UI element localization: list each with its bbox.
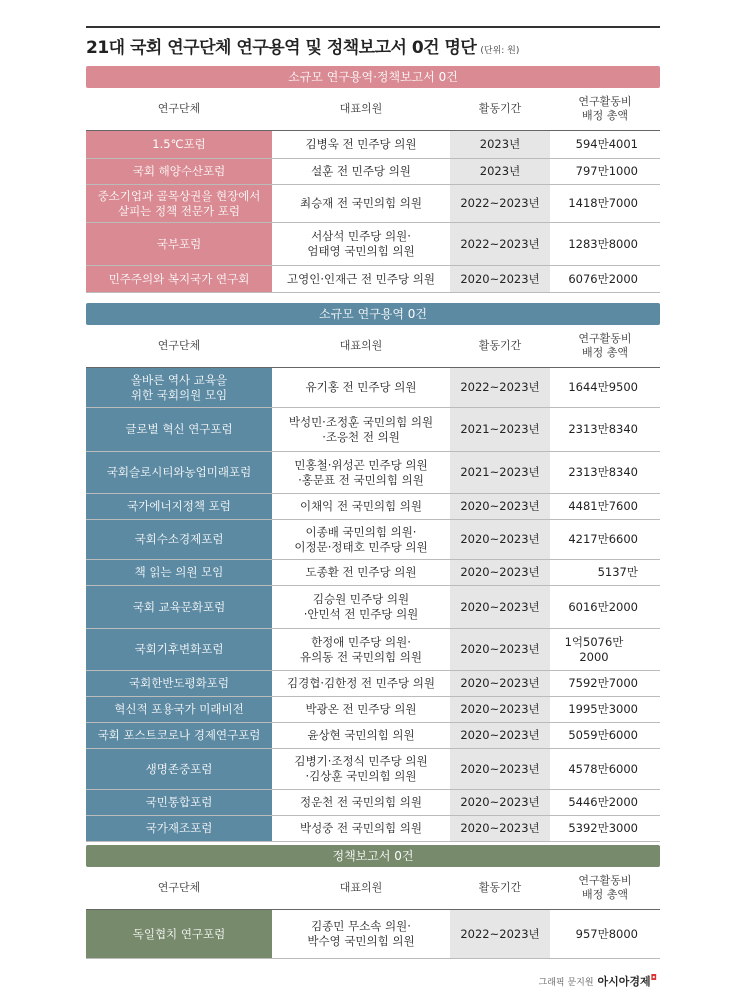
period-cell: 2022~2023년 bbox=[450, 185, 550, 222]
representative-cell: 도종환 전 민주당 의원 bbox=[305, 565, 417, 579]
section-heading: 소규모 연구용역·정책보고서 0건 bbox=[86, 66, 660, 88]
group-name-cell: 국가에너지정책 포럼 bbox=[86, 494, 272, 519]
period-cell: 2020~2023년 bbox=[450, 629, 550, 670]
table-row bbox=[86, 159, 660, 185]
group-name-cell: 국회슬로시티와농업미래포럼 bbox=[86, 452, 272, 493]
table-row bbox=[86, 910, 660, 959]
table-row bbox=[86, 520, 660, 560]
budget-cell: 5059만6000 bbox=[568, 728, 638, 742]
period-cell: 2020~2023년 bbox=[450, 560, 550, 585]
period-cell: 2020~2023년 bbox=[450, 697, 550, 722]
table-row bbox=[86, 368, 660, 408]
representative-cell: 박성민·조정훈 국민의힘 의원 ·조응천 전 의원 bbox=[288, 414, 434, 444]
period-cell: 2020~2023년 bbox=[450, 723, 550, 748]
representative-cell: 이채익 전 국민의힘 의원 bbox=[299, 499, 423, 513]
period-cell: 2020~2023년 bbox=[450, 816, 550, 841]
budget-cell: 1283만8000 bbox=[568, 236, 638, 251]
section-heading: 정책보고서 0건 bbox=[86, 845, 660, 867]
table-row bbox=[86, 790, 660, 816]
representative-cell: 정운천 전 국민의힘 의원 bbox=[299, 795, 423, 809]
group-name-cell: 국민통합포럼 bbox=[86, 790, 272, 815]
period-cell: 2021~2023년 bbox=[450, 452, 550, 493]
top-rule bbox=[86, 26, 660, 28]
budget-cell: 797만1000 bbox=[575, 164, 638, 178]
column-header-row bbox=[86, 88, 660, 131]
group-name-cell: 국회 교육문화포럼 bbox=[86, 586, 272, 628]
section-1 bbox=[86, 66, 660, 293]
representative-cell: 서삼석 민주당 의원· 엄태영 국민의힘 의원 bbox=[307, 229, 415, 258]
table-row bbox=[86, 586, 660, 629]
group-name-cell: 국부포럼 bbox=[86, 223, 272, 265]
representative-cell: 민홍철·위성곤 민주당 의원 ·홍문표 전 국민의힘 의원 bbox=[294, 457, 428, 487]
budget-cell: 7592만7000 bbox=[568, 676, 638, 690]
period-cell: 2021~2023년 bbox=[450, 408, 550, 451]
table-row bbox=[86, 816, 660, 842]
table-row bbox=[86, 671, 660, 697]
column-header-row bbox=[86, 325, 660, 368]
col-header-group: 연구단체 bbox=[157, 102, 201, 115]
budget-cell: 2313만8340 bbox=[568, 465, 638, 479]
table-row bbox=[86, 452, 660, 494]
col-header-rep: 대표의원 bbox=[339, 339, 383, 352]
group-name-cell: 국회한반도평화포럼 bbox=[86, 671, 272, 696]
period-cell: 2023년 bbox=[450, 159, 550, 184]
col-header-rep: 대표의원 bbox=[339, 881, 383, 894]
budget-cell: 2313만8340 bbox=[568, 422, 638, 436]
period-cell: 2020~2023년 bbox=[450, 266, 550, 292]
representative-cell: 박성중 전 국민의힘 의원 bbox=[299, 821, 423, 835]
section-heading: 소규모 연구용역 0건 bbox=[86, 303, 660, 325]
group-name-cell: 책 읽는 의원 모임 bbox=[86, 560, 272, 585]
col-header-rep: 대표의원 bbox=[339, 102, 383, 115]
publisher-logo: 아시아경제 bbox=[597, 975, 651, 988]
budget-cell: 4578만6000 bbox=[568, 761, 638, 776]
table-row bbox=[86, 697, 660, 723]
col-header-amount: 연구활동비 배정 총액 bbox=[578, 95, 632, 122]
col-header-period: 활동기간 bbox=[478, 102, 522, 115]
unit-note: (단위: 원) bbox=[480, 46, 520, 56]
representative-cell: 최승재 전 국민의힘 의원 bbox=[299, 196, 423, 210]
group-name-cell: 글로벌 혁신 연구포럼 bbox=[86, 408, 272, 451]
table-row bbox=[86, 408, 660, 452]
representative-cell: 박광온 전 민주당 의원 bbox=[305, 702, 417, 716]
representative-cell: 김종민 무소속 의원· 박수영 국민의힘 의원 bbox=[307, 919, 415, 948]
page-title bbox=[86, 33, 519, 58]
section-2 bbox=[86, 303, 660, 842]
group-name-cell: 생명존중포럼 bbox=[86, 749, 272, 789]
representative-cell: 유기홍 전 민주당 의원 bbox=[305, 380, 417, 394]
title-text: 21대 국회 연구단체 연구용역 및 정책보고서 0건 명단 bbox=[86, 38, 477, 58]
budget-cell: 594만4001 bbox=[575, 137, 638, 151]
period-cell: 2020~2023년 bbox=[450, 749, 550, 789]
group-name-cell: 국회 포스트코로나 경제연구포럼 bbox=[86, 723, 272, 748]
logo-mark-icon: ◘ bbox=[650, 973, 657, 982]
representative-cell: 김경협·김한정 전 민주당 의원 bbox=[287, 676, 435, 690]
col-header-amount: 연구활동비 배정 총액 bbox=[578, 332, 632, 359]
representative-cell: 설훈 전 민주당 의원 bbox=[311, 164, 411, 178]
representative-cell: 이종배 국민의힘 의원· 이정문·정태호 민주당 의원 bbox=[294, 524, 428, 554]
budget-cell: 957만8000 bbox=[575, 926, 638, 941]
col-header-amount: 연구활동비 배정 총액 bbox=[578, 874, 632, 901]
group-name-cell: 국회수소경제포럼 bbox=[86, 520, 272, 559]
table-row bbox=[86, 131, 660, 159]
period-cell: 2022~2023년 bbox=[450, 910, 550, 958]
budget-cell: 4217만6600 bbox=[568, 532, 638, 546]
table-row bbox=[86, 723, 660, 749]
period-cell: 2020~2023년 bbox=[450, 586, 550, 628]
col-header-group: 연구단체 bbox=[157, 339, 201, 352]
table-row bbox=[86, 494, 660, 520]
budget-cell: 1418만7000 bbox=[568, 196, 638, 210]
group-name-cell: 국회기후변화포럼 bbox=[86, 629, 272, 670]
group-name-cell: 국회 해양수산포럼 bbox=[86, 159, 272, 184]
budget-cell: 1644만9500 bbox=[568, 380, 638, 394]
representative-cell: 한정애 민주당 의원· 유의동 전 국민의힘 의원 bbox=[299, 634, 423, 664]
table-row bbox=[86, 749, 660, 790]
col-header-period: 활동기간 bbox=[478, 881, 522, 894]
table-row bbox=[86, 185, 660, 223]
period-cell: 2020~2023년 bbox=[450, 671, 550, 696]
group-name-cell: 중소기업과 골목상권을 현장에서 살피는 정책 전문가 포럼 bbox=[86, 185, 272, 222]
group-name-cell: 민주주의와 복지국가 연구회 bbox=[86, 266, 272, 292]
budget-cell: 1억5076만2000 bbox=[564, 634, 624, 664]
graphic-credit: 그래픽 문지원 bbox=[538, 978, 594, 988]
period-cell: 2022~2023년 bbox=[450, 368, 550, 407]
representative-cell: 김병욱 전 민주당 의원 bbox=[305, 137, 417, 151]
col-header-group: 연구단체 bbox=[157, 881, 201, 894]
table-row bbox=[86, 223, 660, 266]
group-name-cell: 국가재조포럼 bbox=[86, 816, 272, 841]
period-cell: 2020~2023년 bbox=[450, 790, 550, 815]
table-row bbox=[86, 266, 660, 293]
budget-cell: 6076만2000 bbox=[568, 271, 638, 286]
section-3 bbox=[86, 845, 660, 959]
budget-cell: 1995만3000 bbox=[568, 702, 638, 716]
representative-cell: 김승원 민주당 의원 ·안민석 전 민주당 의원 bbox=[303, 592, 419, 621]
column-header-row bbox=[86, 867, 660, 910]
budget-cell: 5137만 bbox=[597, 565, 638, 579]
table-row bbox=[86, 560, 660, 586]
budget-cell: 4481만7600 bbox=[568, 499, 638, 513]
representative-cell: 김병기·조정식 민주당 의원 ·김상훈 국민의힘 의원 bbox=[294, 754, 428, 783]
representative-cell: 고영인·인재근 전 민주당 의원 bbox=[287, 271, 435, 286]
budget-cell: 6016만2000 bbox=[568, 599, 638, 614]
budget-cell: 5392만3000 bbox=[568, 821, 638, 835]
budget-cell: 5446만2000 bbox=[568, 795, 638, 809]
group-name-cell: 독일협치 연구포럼 bbox=[86, 910, 272, 958]
period-cell: 2020~2023년 bbox=[450, 494, 550, 519]
period-cell: 2020~2023년 bbox=[450, 520, 550, 559]
group-name-cell: 올바른 역사 교육을 위한 국회의원 모임 bbox=[86, 368, 272, 407]
table-row bbox=[86, 629, 660, 671]
period-cell: 2022~2023년 bbox=[450, 223, 550, 265]
period-cell: 2023년 bbox=[450, 131, 550, 158]
credit-line bbox=[539, 973, 658, 989]
representative-cell: 윤상현 국민의힘 의원 bbox=[307, 728, 415, 742]
col-header-period: 활동기간 bbox=[478, 339, 522, 352]
group-name-cell: 1.5℃포럼 bbox=[86, 131, 272, 158]
group-name-cell: 혁신적 포용국가 미래비전 bbox=[86, 697, 272, 722]
